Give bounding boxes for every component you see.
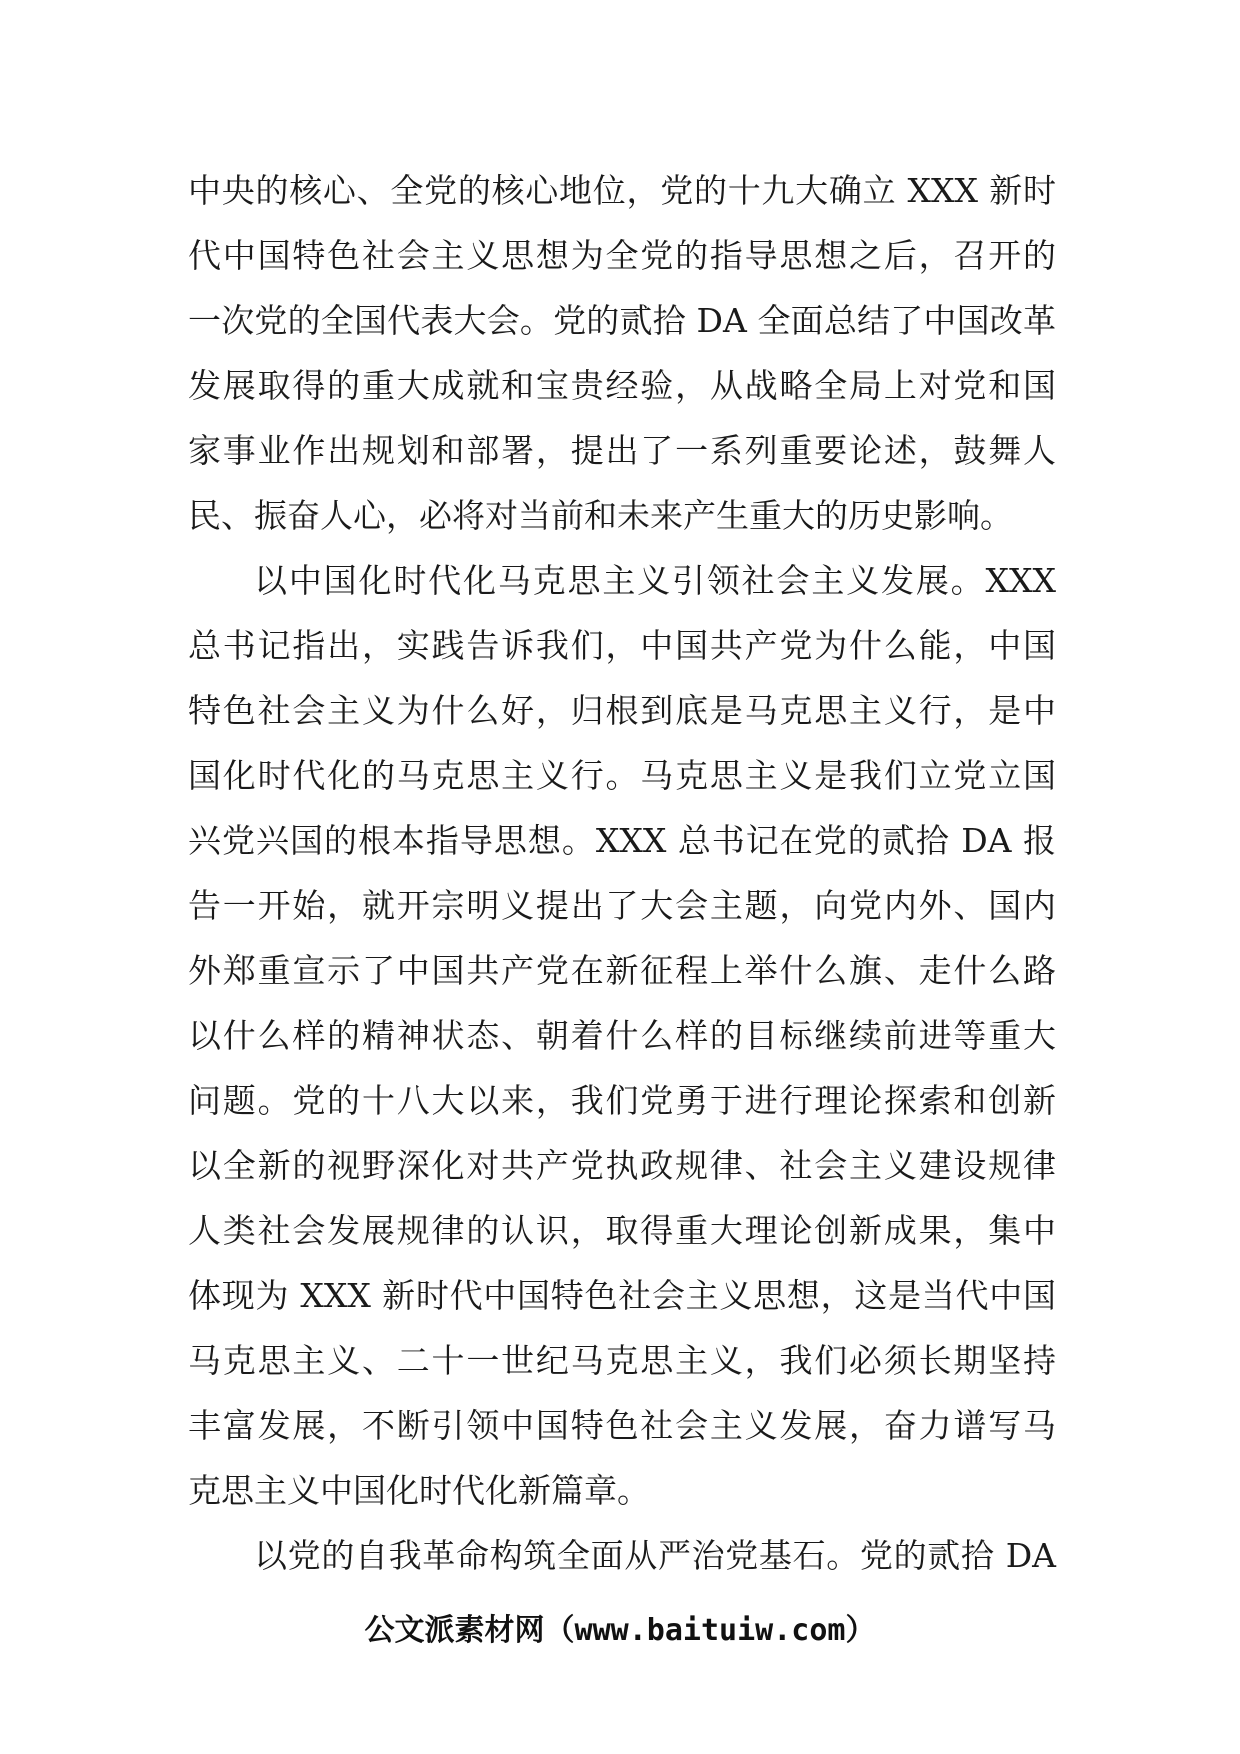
text-line: 特色社会主义为什么好，归根到底是马克思主义行，是中 [188, 691, 1056, 730]
text-line: 克思主义中国化时代化新篇章。 [188, 1471, 650, 1510]
text-line: 外郑重宣示了中国共产党在新征程上举什么旗、走什么路 [188, 951, 1056, 990]
text-line: 以全新的视野深化对共产党执政规律、社会主义建设规律 [188, 1146, 1056, 1185]
text-line: 体现为 XXX 新时代中国特色社会主义思想，这是当代中国 [188, 1276, 1056, 1315]
text-line: 以什么样的精神状态、朝着什么样的目标继续前进等重大 [188, 1016, 1056, 1055]
text-line: 中央的核心、全党的核心地位，党的十九大确立 XXX 新时 [188, 171, 1056, 210]
paragraph [188, 548, 1056, 1523]
text-line: 家事业作出规划和部署，提出了一系列重要论述，鼓舞人 [188, 431, 1056, 470]
text-line: 以党的自我革命构筑全面从严治党基石。党的贰拾 DA [254, 1536, 1056, 1575]
text-line: 总书记指出，实践告诉我们，中国共产党为什么能，中国 [188, 626, 1056, 665]
text-line: 人类社会发展规律的认识，取得重大理论创新成果，集中 [188, 1211, 1056, 1250]
text-line: 丰富发展，不断引领中国特色社会主义发展，奋力谱写马 [188, 1406, 1056, 1445]
text-line: 发展取得的重大成就和宝贵经验，从战略全局上对党和国 [188, 366, 1056, 405]
text-line: 问题。党的十八大以来，我们党勇于进行理论探索和创新 [188, 1081, 1056, 1120]
document-body [188, 158, 1056, 1588]
text-line: 国化时代化的马克思主义行。马克思主义是我们立党立国 [188, 756, 1056, 795]
text-line: 代中国特色社会主义思想为全党的指导思想之后，召开的 [188, 236, 1056, 275]
text-line: 以中国化时代化马克思主义引领社会主义发展。XXX [254, 561, 1056, 600]
text-line: 告一开始，就开宗明义提出了大会主题，向党内外、国内 [188, 886, 1056, 925]
text-line: 兴党兴国的根本指导思想。XXX 总书记在党的贰拾 DA 报 [188, 821, 1056, 860]
text-line: 民、振奋人心，必将对当前和未来产生重大的历史影响。 [188, 496, 1013, 535]
paragraph [188, 158, 1056, 548]
text-line: 马克思主义、二十一世纪马克思主义，我们必须长期坚持 [188, 1341, 1056, 1380]
text-line: 一次党的全国代表大会。党的贰拾 DA 全面总结了中国改革 [188, 301, 1056, 340]
paragraph [188, 1523, 1056, 1588]
footer-watermark: 公文派素材网（www.baituiw.com） [364, 1613, 876, 1648]
